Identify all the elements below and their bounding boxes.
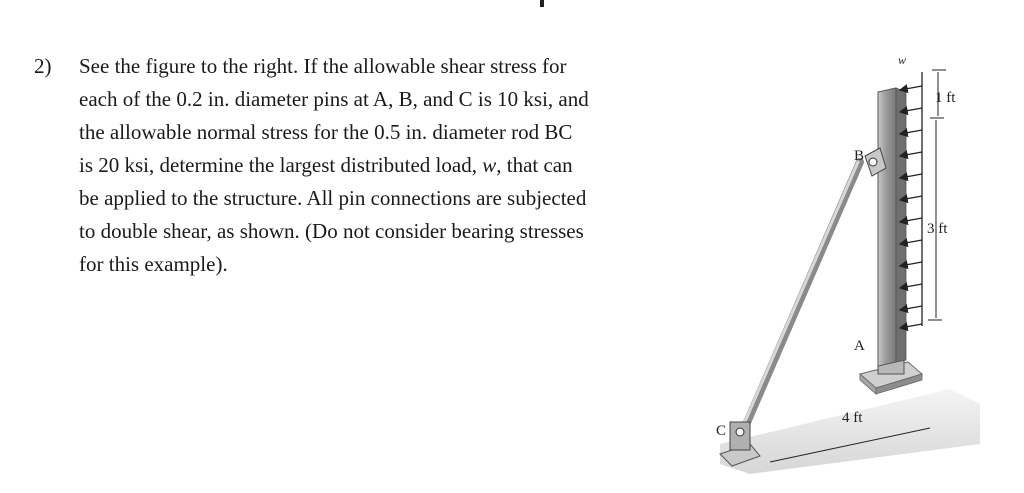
vertical-post-face bbox=[896, 88, 906, 362]
problem-line: each of the 0.2 in. diameter pins at A, B, and C is 10 ksi, and bbox=[79, 87, 589, 111]
problem-line: See the figure to the right. If the allowable shear stress for bbox=[79, 54, 567, 78]
rod-bc bbox=[742, 162, 860, 434]
problem-text bbox=[79, 50, 679, 281]
problem-line bbox=[79, 149, 679, 182]
problem-statement bbox=[34, 50, 684, 281]
vertical-post bbox=[878, 88, 896, 366]
problem-line-part: is 20 ksi, determine the largest distributed load, bbox=[79, 153, 483, 177]
dim-label-1ft: 1 ft bbox=[935, 90, 956, 106]
problem-number: 2) bbox=[34, 54, 52, 78]
point-c-label: C bbox=[716, 423, 727, 439]
rod-bc-highlight bbox=[740, 162, 858, 433]
pin-c bbox=[736, 428, 744, 436]
load-label: w bbox=[898, 53, 907, 67]
problem-line: to double shear, as shown. (Do not consider bearing stresses bbox=[79, 219, 584, 243]
load-variable: w bbox=[482, 153, 497, 177]
dim-label-3ft: 3 ft bbox=[927, 221, 948, 237]
cropped-text-fragment bbox=[540, 0, 544, 7]
dim-label-4ft: 4 ft bbox=[842, 410, 863, 426]
problem-line: for this example). bbox=[79, 252, 228, 276]
pin-b bbox=[869, 158, 877, 166]
point-a-label: A bbox=[854, 338, 865, 354]
problem-line: be applied to the structure. All pin connections are subjected bbox=[79, 186, 587, 210]
problem-line: the allowable normal stress for the 0.5 in. diameter rod BC bbox=[79, 120, 573, 144]
structure-figure bbox=[680, 44, 980, 474]
point-b-label: B bbox=[854, 148, 865, 164]
load-arrow bbox=[900, 86, 922, 90]
problem-line-part: , that can bbox=[496, 153, 573, 177]
